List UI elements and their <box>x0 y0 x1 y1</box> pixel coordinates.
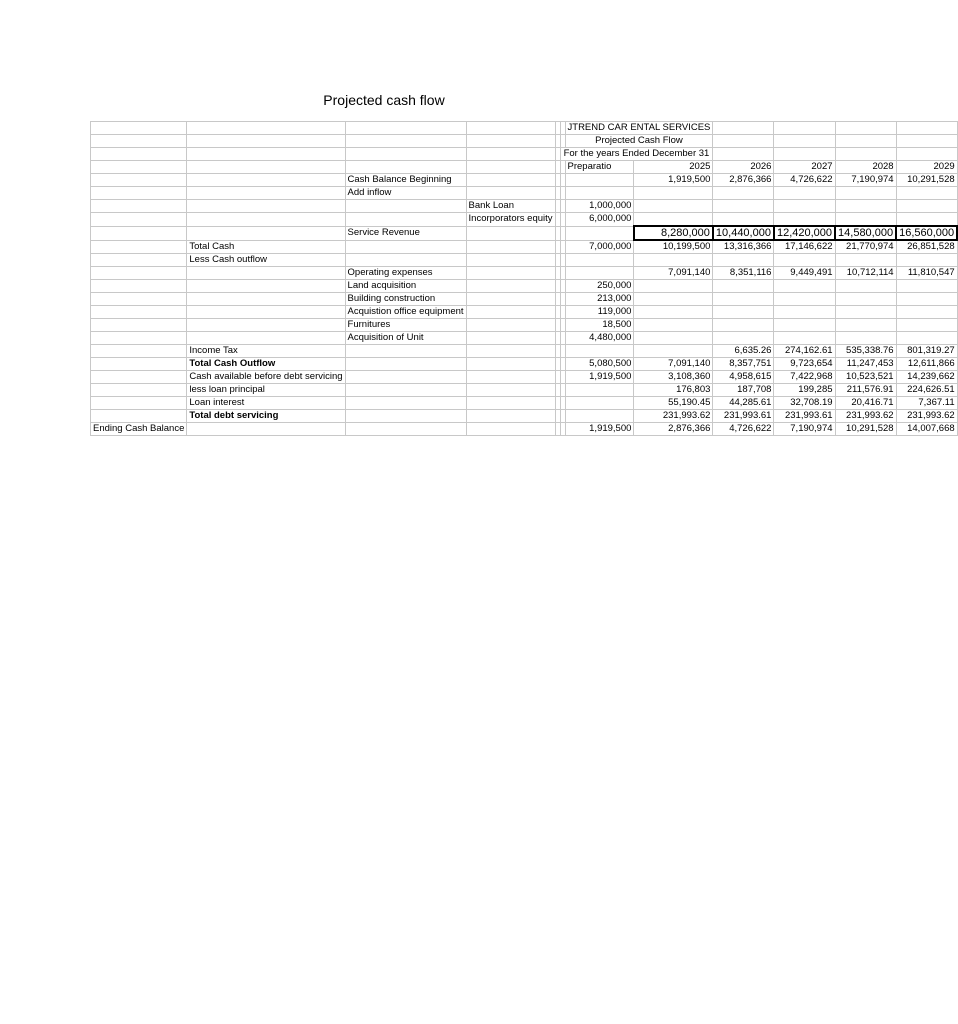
row-label: Income Tax <box>187 345 345 358</box>
value-cell <box>835 319 896 332</box>
value-cell <box>896 213 957 227</box>
table-row <box>91 345 958 358</box>
value-cell: 176,803 <box>634 384 713 397</box>
empty-cell <box>345 240 466 254</box>
row-label: Land acquisition <box>345 280 466 293</box>
table-row <box>91 410 958 423</box>
empty-cell <box>187 226 345 240</box>
empty-cell <box>345 384 466 397</box>
value-cell <box>713 332 774 345</box>
empty-cell <box>835 135 896 148</box>
value-cell <box>774 280 835 293</box>
empty-cell <box>91 358 187 371</box>
empty-cell <box>91 384 187 397</box>
value-cell <box>896 280 957 293</box>
value-cell: 231,993.61 <box>713 410 774 423</box>
empty-cell <box>713 135 774 148</box>
value-cell <box>835 293 896 306</box>
empty-cell <box>466 280 555 293</box>
row-label: Total debt servicing <box>187 410 345 423</box>
value-cell: 5,080,500 <box>565 358 634 371</box>
page-title: Projected cash flow <box>323 92 445 108</box>
value-cell: 26,851,528 <box>896 240 957 254</box>
empty-cell <box>565 254 634 267</box>
empty-cell <box>466 254 555 267</box>
empty-cell <box>466 240 555 254</box>
value-cell: 119,000 <box>565 306 634 319</box>
value-cell <box>634 200 713 213</box>
value-cell: 16,560,000 <box>896 226 957 240</box>
empty-cell <box>835 254 896 267</box>
empty-cell <box>774 122 835 135</box>
empty-cell <box>345 397 466 410</box>
row-label: Total Cash Outflow <box>187 358 345 371</box>
value-cell: 10,440,000 <box>713 226 774 240</box>
row-label: Add inflow <box>345 187 466 200</box>
empty-cell <box>187 200 345 213</box>
value-cell: 1,919,500 <box>565 423 634 436</box>
value-cell <box>835 200 896 213</box>
empty-cell <box>345 345 466 358</box>
table-row <box>91 200 958 213</box>
value-cell: 7,091,140 <box>634 267 713 280</box>
value-cell <box>835 332 896 345</box>
column-header: Preparatio <box>565 161 634 174</box>
empty-cell <box>466 371 555 384</box>
empty-cell <box>187 267 345 280</box>
empty-cell <box>187 306 345 319</box>
value-cell: 2,876,366 <box>713 174 774 187</box>
value-cell <box>835 213 896 227</box>
empty-cell <box>91 161 187 174</box>
value-cell: 10,291,528 <box>835 423 896 436</box>
value-cell: 20,416.71 <box>835 397 896 410</box>
empty-cell <box>466 226 555 240</box>
empty-cell <box>466 345 555 358</box>
empty-cell <box>466 397 555 410</box>
value-cell <box>634 213 713 227</box>
empty-cell <box>187 161 345 174</box>
empty-cell <box>835 122 896 135</box>
table-row <box>91 306 958 319</box>
value-cell: 7,000,000 <box>565 240 634 254</box>
empty-cell <box>466 161 555 174</box>
empty-cell <box>466 174 555 187</box>
table-row <box>91 267 958 280</box>
empty-cell <box>466 384 555 397</box>
value-cell <box>565 345 634 358</box>
value-cell: 11,810,547 <box>896 267 957 280</box>
empty-cell <box>91 240 187 254</box>
value-cell: 4,726,622 <box>774 174 835 187</box>
empty-cell <box>345 200 466 213</box>
value-cell <box>774 319 835 332</box>
row-label: Ending Cash Balance <box>91 423 187 436</box>
value-cell <box>634 332 713 345</box>
row-label: Cash available before debt servicing <box>187 371 345 384</box>
empty-cell <box>345 161 466 174</box>
value-cell: 18,500 <box>565 319 634 332</box>
empty-cell <box>466 306 555 319</box>
empty-cell <box>835 148 896 161</box>
value-cell <box>896 293 957 306</box>
empty-cell <box>187 319 345 332</box>
value-cell <box>896 332 957 345</box>
value-cell: 11,247,453 <box>835 358 896 371</box>
value-cell: 4,480,000 <box>565 332 634 345</box>
value-cell: 187,708 <box>713 384 774 397</box>
value-cell <box>713 293 774 306</box>
empty-cell <box>634 254 713 267</box>
value-cell <box>634 319 713 332</box>
column-header: 2027 <box>774 161 835 174</box>
empty-cell <box>466 332 555 345</box>
value-cell <box>774 293 835 306</box>
value-cell <box>896 306 957 319</box>
value-cell: 1,000,000 <box>565 200 634 213</box>
empty-cell <box>565 187 634 200</box>
empty-cell <box>91 410 187 423</box>
value-cell <box>835 306 896 319</box>
table-row <box>91 240 958 254</box>
value-cell: 13,316,366 <box>713 240 774 254</box>
row-label: Acquisition of Unit <box>345 332 466 345</box>
empty-cell <box>896 254 957 267</box>
table-header-row <box>91 135 958 148</box>
empty-cell <box>345 122 466 135</box>
empty-cell <box>713 122 774 135</box>
empty-cell <box>466 267 555 280</box>
report-name: Projected Cash Flow <box>565 135 713 148</box>
row-label: Operating expenses <box>345 267 466 280</box>
cash-flow-table <box>90 121 958 436</box>
empty-cell <box>466 410 555 423</box>
table-row <box>91 213 958 227</box>
value-cell <box>634 345 713 358</box>
value-cell: 231,993.62 <box>835 410 896 423</box>
value-cell: 8,280,000 <box>634 226 713 240</box>
value-cell: 12,611,866 <box>896 358 957 371</box>
empty-cell <box>345 358 466 371</box>
table-header-row <box>91 148 958 161</box>
value-cell <box>713 213 774 227</box>
value-cell <box>774 306 835 319</box>
row-label: Cash Balance Beginning <box>345 174 466 187</box>
empty-cell <box>345 213 466 227</box>
company-name: JTREND CAR ENTAL SERVICES <box>565 122 713 135</box>
empty-cell <box>187 122 345 135</box>
empty-cell <box>774 148 835 161</box>
value-cell: 213,000 <box>565 293 634 306</box>
table-row <box>91 187 958 200</box>
table-row <box>91 332 958 345</box>
row-label: Furnitures <box>345 319 466 332</box>
row-label: Service Revenue <box>345 226 466 240</box>
value-cell: 44,285.61 <box>713 397 774 410</box>
value-cell: 250,000 <box>565 280 634 293</box>
empty-cell <box>713 254 774 267</box>
empty-cell <box>91 254 187 267</box>
empty-cell <box>91 332 187 345</box>
value-cell <box>774 200 835 213</box>
value-cell: 14,239,662 <box>896 371 957 384</box>
value-cell: 10,291,528 <box>896 174 957 187</box>
value-cell: 231,993.61 <box>774 410 835 423</box>
value-cell <box>713 200 774 213</box>
value-cell: 9,723,654 <box>774 358 835 371</box>
row-label: Loan interest <box>187 397 345 410</box>
value-cell: 12,420,000 <box>774 226 835 240</box>
empty-cell <box>91 371 187 384</box>
empty-cell <box>91 306 187 319</box>
value-cell <box>565 384 634 397</box>
value-cell: 1,919,500 <box>634 174 713 187</box>
value-cell: 7,190,974 <box>774 423 835 436</box>
empty-cell <box>91 345 187 358</box>
empty-cell <box>91 135 187 148</box>
empty-cell <box>187 293 345 306</box>
value-cell <box>774 332 835 345</box>
empty-cell <box>91 226 187 240</box>
value-cell <box>835 280 896 293</box>
empty-cell <box>896 122 957 135</box>
value-cell <box>713 280 774 293</box>
value-cell <box>565 410 634 423</box>
empty-cell <box>466 293 555 306</box>
empty-cell <box>345 135 466 148</box>
table-row <box>91 226 958 240</box>
empty-cell <box>187 280 345 293</box>
empty-cell <box>345 371 466 384</box>
empty-cell <box>896 187 957 200</box>
empty-cell <box>187 332 345 345</box>
value-cell: 1,919,500 <box>565 371 634 384</box>
table-row <box>91 174 958 187</box>
empty-cell <box>896 135 957 148</box>
value-cell: 231,993.62 <box>896 410 957 423</box>
empty-cell <box>774 187 835 200</box>
value-cell: 14,007,668 <box>896 423 957 436</box>
row-label: Total Cash <box>187 240 345 254</box>
column-header: 2028 <box>835 161 896 174</box>
empty-cell <box>187 174 345 187</box>
empty-cell <box>91 280 187 293</box>
value-cell: 7,422,968 <box>774 371 835 384</box>
value-cell: 2,876,366 <box>634 423 713 436</box>
value-cell: 7,367.11 <box>896 397 957 410</box>
value-cell: 9,449,491 <box>774 267 835 280</box>
column-header: 2025 <box>634 161 713 174</box>
value-cell: 224,626.51 <box>896 384 957 397</box>
empty-cell <box>91 200 187 213</box>
value-cell: 10,523,521 <box>835 371 896 384</box>
value-cell: 55,190.45 <box>634 397 713 410</box>
value-cell <box>634 280 713 293</box>
value-cell: 4,726,622 <box>713 423 774 436</box>
row-label: less loan principal <box>187 384 345 397</box>
empty-cell <box>466 423 555 436</box>
empty-cell <box>91 267 187 280</box>
value-cell: 4,958,615 <box>713 371 774 384</box>
column-header: 2029 <box>896 161 957 174</box>
empty-cell <box>466 122 555 135</box>
value-cell: 17,146,622 <box>774 240 835 254</box>
value-cell <box>896 319 957 332</box>
empty-cell <box>345 410 466 423</box>
empty-cell <box>187 148 345 161</box>
empty-cell <box>91 293 187 306</box>
empty-cell <box>345 254 466 267</box>
value-cell <box>565 397 634 410</box>
table-row <box>91 384 958 397</box>
table-row <box>91 423 958 436</box>
value-cell <box>896 200 957 213</box>
empty-cell <box>634 187 713 200</box>
empty-cell <box>466 319 555 332</box>
value-cell: 8,351,116 <box>713 267 774 280</box>
empty-cell <box>466 358 555 371</box>
value-cell: 199,285 <box>774 384 835 397</box>
column-header-row <box>91 161 958 174</box>
report-period: For the years Ended December 31 <box>560 148 713 161</box>
row-label: Bank Loan <box>466 200 555 213</box>
value-cell <box>565 226 634 240</box>
value-cell: 535,338.76 <box>835 345 896 358</box>
empty-cell <box>774 135 835 148</box>
row-label: Incorporators equity <box>466 213 555 227</box>
table-row <box>91 293 958 306</box>
table-row <box>91 280 958 293</box>
empty-cell <box>91 213 187 227</box>
value-cell <box>713 319 774 332</box>
empty-cell <box>91 397 187 410</box>
value-cell: 8,357,751 <box>713 358 774 371</box>
value-cell: 21,770,974 <box>835 240 896 254</box>
row-label: Less Cash outflow <box>187 254 345 267</box>
empty-cell <box>91 122 187 135</box>
empty-cell <box>91 148 187 161</box>
empty-cell <box>187 135 345 148</box>
table-row <box>91 358 958 371</box>
empty-cell <box>91 187 187 200</box>
empty-cell <box>187 187 345 200</box>
empty-cell <box>835 187 896 200</box>
empty-cell <box>713 187 774 200</box>
table-row <box>91 254 958 267</box>
value-cell <box>565 174 634 187</box>
value-cell: 32,708.19 <box>774 397 835 410</box>
value-cell <box>565 267 634 280</box>
empty-cell <box>774 254 835 267</box>
table-row <box>91 397 958 410</box>
value-cell <box>634 306 713 319</box>
empty-cell <box>91 174 187 187</box>
empty-cell <box>187 423 345 436</box>
value-cell: 10,199,500 <box>634 240 713 254</box>
empty-cell <box>345 148 466 161</box>
value-cell: 3,108,360 <box>634 371 713 384</box>
empty-cell <box>345 423 466 436</box>
table-row <box>91 319 958 332</box>
value-cell: 801,319.27 <box>896 345 957 358</box>
value-cell <box>634 293 713 306</box>
empty-cell <box>896 148 957 161</box>
value-cell: 274,162.61 <box>774 345 835 358</box>
value-cell: 14,580,000 <box>835 226 896 240</box>
row-label: Acquistion office equipment <box>345 306 466 319</box>
table-header-row <box>91 122 958 135</box>
value-cell <box>774 213 835 227</box>
value-cell: 7,190,974 <box>835 174 896 187</box>
value-cell <box>713 306 774 319</box>
value-cell: 6,635.26 <box>713 345 774 358</box>
empty-cell <box>466 148 555 161</box>
value-cell: 7,091,140 <box>634 358 713 371</box>
value-cell: 10,712,114 <box>835 267 896 280</box>
empty-cell <box>466 187 555 200</box>
empty-cell <box>713 148 774 161</box>
empty-cell <box>91 319 187 332</box>
value-cell: 6,000,000 <box>565 213 634 227</box>
value-cell: 231,993.62 <box>634 410 713 423</box>
value-cell: 211,576.91 <box>835 384 896 397</box>
table-row <box>91 371 958 384</box>
empty-cell <box>187 213 345 227</box>
empty-cell <box>466 135 555 148</box>
column-header: 2026 <box>713 161 774 174</box>
row-label: Building construction <box>345 293 466 306</box>
